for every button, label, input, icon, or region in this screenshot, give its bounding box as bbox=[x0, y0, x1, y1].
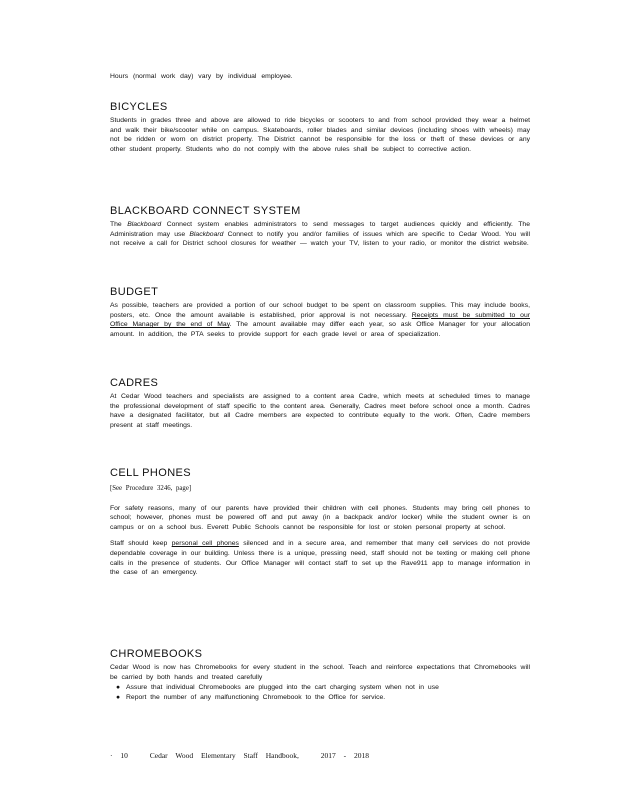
bullet-icon: ● bbox=[116, 684, 121, 692]
personal-cell-phones: personal cell phones bbox=[171, 540, 239, 548]
section-title: BICYCLES bbox=[110, 101, 168, 113]
page-footer bbox=[110, 751, 530, 760]
section-title: BUDGET bbox=[110, 286, 159, 298]
section-body bbox=[110, 301, 530, 339]
section-blackboard bbox=[110, 205, 530, 249]
section-body bbox=[110, 220, 530, 249]
text-run: Staff should keep bbox=[110, 540, 172, 548]
section-body: Cedar Wood is now has Chromebooks for every student in the school. Teach and reinforce expectations that Chromebooks will be carried by both hands and treated carefully bbox=[110, 664, 530, 681]
section-title: CELL PHONES bbox=[110, 467, 192, 479]
receipts-deadline: Receipts must be submitted to our Office Manager by the end of May bbox=[110, 311, 530, 329]
handbook-title: Cedar Wood Elementary Staff Handbook, bbox=[149, 751, 299, 760]
blackboard-italic: Blackboard bbox=[127, 221, 162, 228]
blackboard-italic: Blackboard bbox=[189, 230, 224, 238]
text-run: Connect to notify you and/or families of issues which are specific to Cedar Wood. You will not receive a call for District school closures for weather — watch your TV, listen to your radio, or monitor the district website. bbox=[110, 230, 530, 248]
text-run: Connect system enables administrators to send messages to target audiences quickly and efficiently. The Administration may use bbox=[110, 221, 530, 238]
page-number: · 10 bbox=[110, 751, 128, 760]
section-title: BLACKBOARD CONNECT SYSTEM bbox=[110, 205, 301, 217]
chromebook-list bbox=[110, 683, 530, 702]
section-body: At Cedar Wood teachers and specialists are assigned to a content area Cadre, which meets at scheduled times to manage the professional development of staff specific to the content area. Generally, Cadres meet before school once a month. Cadres have a designated facilitator, but all Cadre members are expected to contribute equally to the work. Often, Cadre members present at staff meetings. bbox=[110, 393, 530, 429]
text-run: The bbox=[110, 221, 128, 228]
section-body: Students in grades three and above are allowed to ride bicycles or scooters to and from school provided they wear a helmet and walk their bike/scooter while on campus. Skateboards, roller blades and similar devices (including shoes with wheels) may not be ridden or worn on district property. The District cannot be responsible for the loss or theft of these devices or any other student property. Students who do not comply with the above rules shall be subject to corrective action. bbox=[110, 117, 530, 153]
list-item-text: Assure that individual Chromebooks are plugged into the cart charging system when not in use bbox=[126, 684, 439, 692]
section-body: For safety reasons, many of our parents have provided their children with cell phones. Students may bring cell phones to school; however, phones must be powered off and put away (in a backpack and/or locker) while the student owner is on campus or on a school bus. Everett Public Schools cannot be responsible for lost or stolen personal property at school. bbox=[110, 504, 530, 531]
section-cadres bbox=[110, 377, 530, 430]
list-item bbox=[116, 683, 530, 693]
section-title: CHROMEBOOKS bbox=[110, 648, 203, 660]
section-title: CADRES bbox=[110, 377, 159, 389]
section-chromebooks bbox=[110, 648, 530, 702]
text-run: . The amount available may differ each year, so ask Office Manager for your allocation amount. In addition, the PTA seeks to provide support for each grade level or area of specialization. bbox=[110, 321, 530, 338]
bullet-icon: ● bbox=[116, 693, 121, 701]
text-run: silenced and in a secure area, and remember that many cell services do not provide dependable coverage in our building. Unless there is a unique, pressing need, staff should not be texting or making cell phone calls in the presence of students. Our Office Manager will contact staff to set up the Rave911 app to manage information in the case of an emergency. bbox=[110, 540, 530, 577]
school-year: 2017 - 2018 bbox=[320, 751, 370, 760]
section-budget bbox=[110, 286, 530, 339]
list-item bbox=[116, 693, 530, 703]
procedure-reference: [See Procedure 3246, page] bbox=[110, 485, 192, 492]
text-run: As possible, teachers are provided a portion of our school budget to be spent on classroom supplies. This may include books, posters, etc. Once the amount available is established, prior approval is not necessary. bbox=[110, 302, 530, 319]
list-item-text: Report the number of any malfunctioning Chromebook to the Office for service. bbox=[126, 693, 386, 701]
section-body bbox=[110, 539, 530, 577]
section-cell-phones bbox=[110, 467, 530, 578]
intro-text: Hours (normal work day) vary by individual employee. bbox=[110, 73, 293, 80]
section-bicycles bbox=[110, 101, 530, 154]
